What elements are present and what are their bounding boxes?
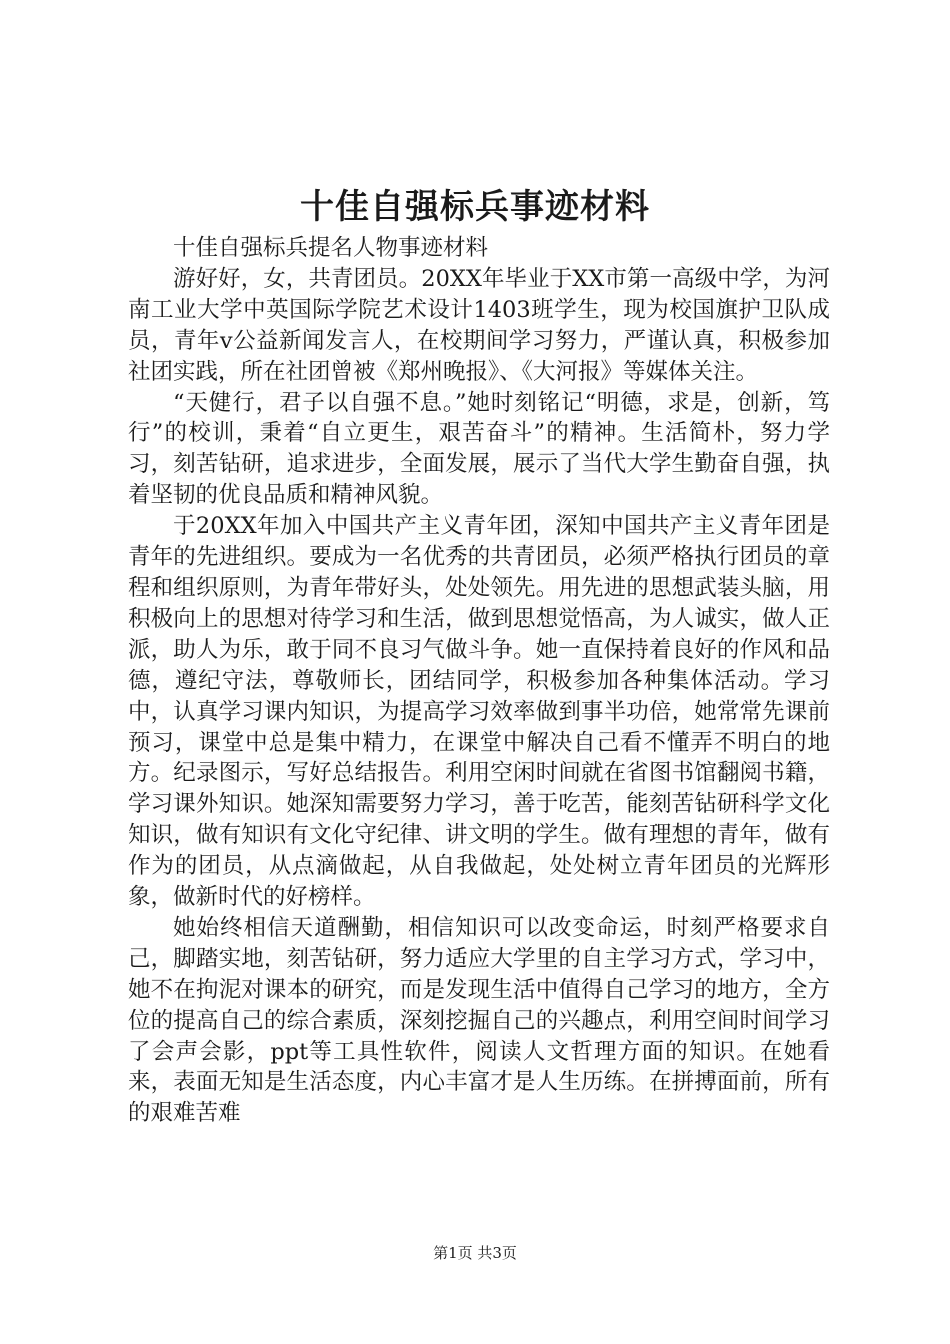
page-footer: 第1页 共3页 [433, 1244, 517, 1262]
body-paragraph-4: 她始终相信天道酬勤，相信知识可以改变命运，时刻严格要求自己，脚踏实地，刻苦钻研，努力适应大学里的自主学习方式，学习中，她不在拘泥对课本的研究，而是发现生活中值得自己学习的地方，全方位的提高自己的综合素质，深刻挖掘自己的兴趣点，利用空间时间学习了会声会影，ppt等工具性软件，阅读人文哲理方面的知识。在她看来，表面无知是生活态度，内心丰富才是人生历练。在拼搏面前，所有的艰难苦难 [128, 914, 830, 1127]
subtitle-paragraph: 十佳自强标兵提名人物事迹材料 [173, 235, 489, 261]
body-paragraph-2: “天健行，君子以自强不息。”她时刻铭记“明德，求是，创新，笃行”的校训，秉着“自立更生，艰苦奋斗”的精神。生活简朴，努力学习，刻苦钻研，追求进步，全面发展，展示了当代大学生勤奋自强，执着坚韧的优良品质和精神风貌。 [128, 389, 830, 509]
document-body [128, 233, 830, 1129]
document-title: 十佳自强标兵事迹材料 [300, 187, 650, 227]
body-paragraph-3: 于20XX年加入中国共产主义青年团，深知中国共产主义青年团是青年的先进组织。要成为一名优秀的共青团员，必须严格执行团员的章程和组织原则，为青年带好头，处处领先。用先进的思想武装头脑，用积极向上的思想对待学习和生活，做到思想觉悟高，为人诚实，做人正派，助人为乐，敢于同不良习气做斗争。她一直保持着良好的作风和品德，遵纪守法，尊敬师长，团结同学，积极参加各种集体活动。学习中，认真学习课内知识，为提高学习效率做到事半功倍，她常常先课前预习，课堂中总是集中精力，在课堂中解决自己看不懂弄不明白的地方。纪录图示，写好总结报告。利用空闲时间就在省图书馆翻阅书籍，学习课外知识。她深知需要努力学习，善于吃苦，能刻苦钻研科学文化知识，做有知识有文化守纪律、讲文明的学生。做有理想的青年，做有作为的团员，从点滴做起，从自我做起，处处树立青年团员的光辉形象，做新时代的好榜样。 [128, 513, 830, 911]
body-paragraph-1: 游好好，女，共青团员。20XX年毕业于XX市第一高级中学，为河南工业大学中英国际学院艺术设计1403班学生，现为校国旗护卫队成员，青年v公益新闻发言人，在校期间学习努力，严谨认真，积极参加社团实践，所在社团曾被《郑州晚报》、《大河报》等媒体关注。 [128, 265, 830, 385]
